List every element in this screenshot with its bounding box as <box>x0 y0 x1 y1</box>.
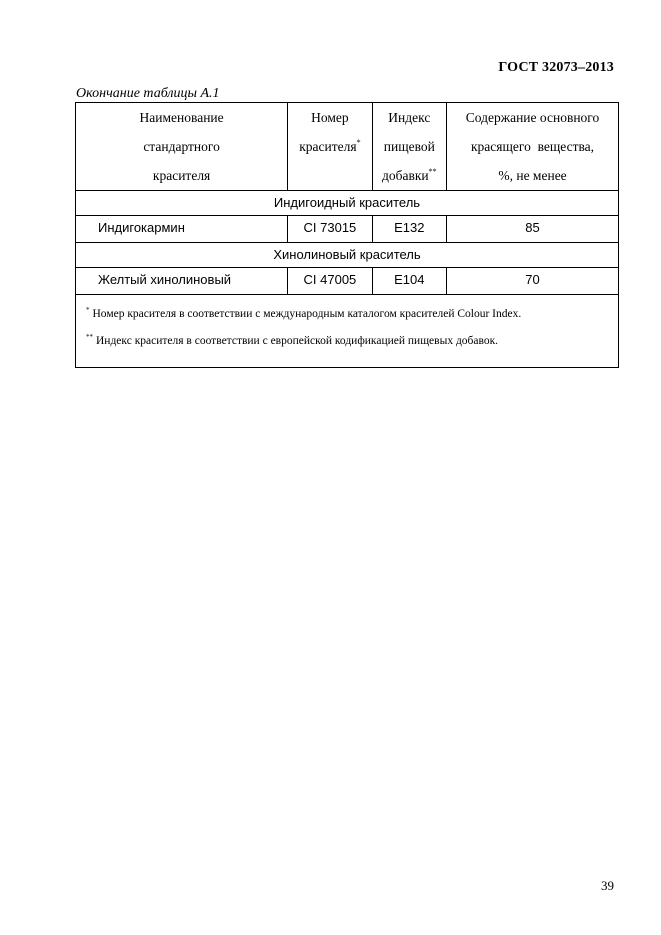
table-caption: Окончание таблицы А.1 <box>76 86 220 101</box>
header-dye-name <box>76 103 288 191</box>
footnote-2 <box>86 326 618 353</box>
header-dye-number-line-2: красителя <box>299 139 357 154</box>
table-row <box>76 216 619 243</box>
footnote-1 <box>86 299 618 326</box>
header-content-line-1: Содержание основного <box>465 110 600 125</box>
footnote-mark: ** <box>428 167 437 176</box>
standard-code: ГОСТ 32073–2013 <box>498 60 614 75</box>
header-dye-name-line-2: стандартного <box>143 139 220 154</box>
dye-name-cell: Желтый хинолиновый <box>76 268 288 295</box>
content-cell: 70 <box>447 268 619 295</box>
header-additive-index-line-3: добавки <box>382 168 429 183</box>
header-content-line-3: %, не менее <box>498 168 567 183</box>
footnote-2-mark: ** <box>86 333 93 341</box>
group-row <box>76 191 619 216</box>
table-header-row <box>76 103 619 191</box>
header-additive-index <box>372 103 446 191</box>
footnote-mark: * <box>356 138 361 147</box>
header-dye-number-line-1: Номер <box>311 110 349 125</box>
group-title: Хинолиновый краситель <box>76 243 619 268</box>
ci-number-cell: CI 47005 <box>288 268 372 295</box>
footnote-2-text: Индекс красителя в соответствии с европейской кодификацией пищевых добавок. <box>96 335 499 347</box>
dye-table <box>75 102 619 368</box>
footnotes-row <box>76 295 619 368</box>
footnote-1-mark: * <box>86 306 90 314</box>
e-index-cell: E104 <box>372 268 446 295</box>
group-title: Индигоидный краситель <box>76 191 619 216</box>
header-additive-index-line-1: Индекс <box>388 110 431 125</box>
header-additive-index-line-2: пищевой <box>383 139 435 154</box>
header-dye-name-line-3: красителя <box>152 168 211 183</box>
content-cell: 85 <box>447 216 619 243</box>
group-row <box>76 243 619 268</box>
page-number: 39 <box>601 878 614 893</box>
header-content <box>447 103 619 191</box>
ci-number-cell: CI 73015 <box>288 216 372 243</box>
dye-name-cell: Индигокармин <box>76 216 288 243</box>
header-content-line-2: красящего вещества, <box>470 139 595 154</box>
header-dye-name-line-1: Наименование <box>139 110 224 125</box>
footnote-1-text: Номер красителя в соответствии с международным каталогом красителей Colour Index. <box>92 308 522 320</box>
footnotes-cell <box>76 295 619 368</box>
table-row <box>76 268 619 295</box>
header-dye-number <box>288 103 372 191</box>
e-index-cell: E132 <box>372 216 446 243</box>
